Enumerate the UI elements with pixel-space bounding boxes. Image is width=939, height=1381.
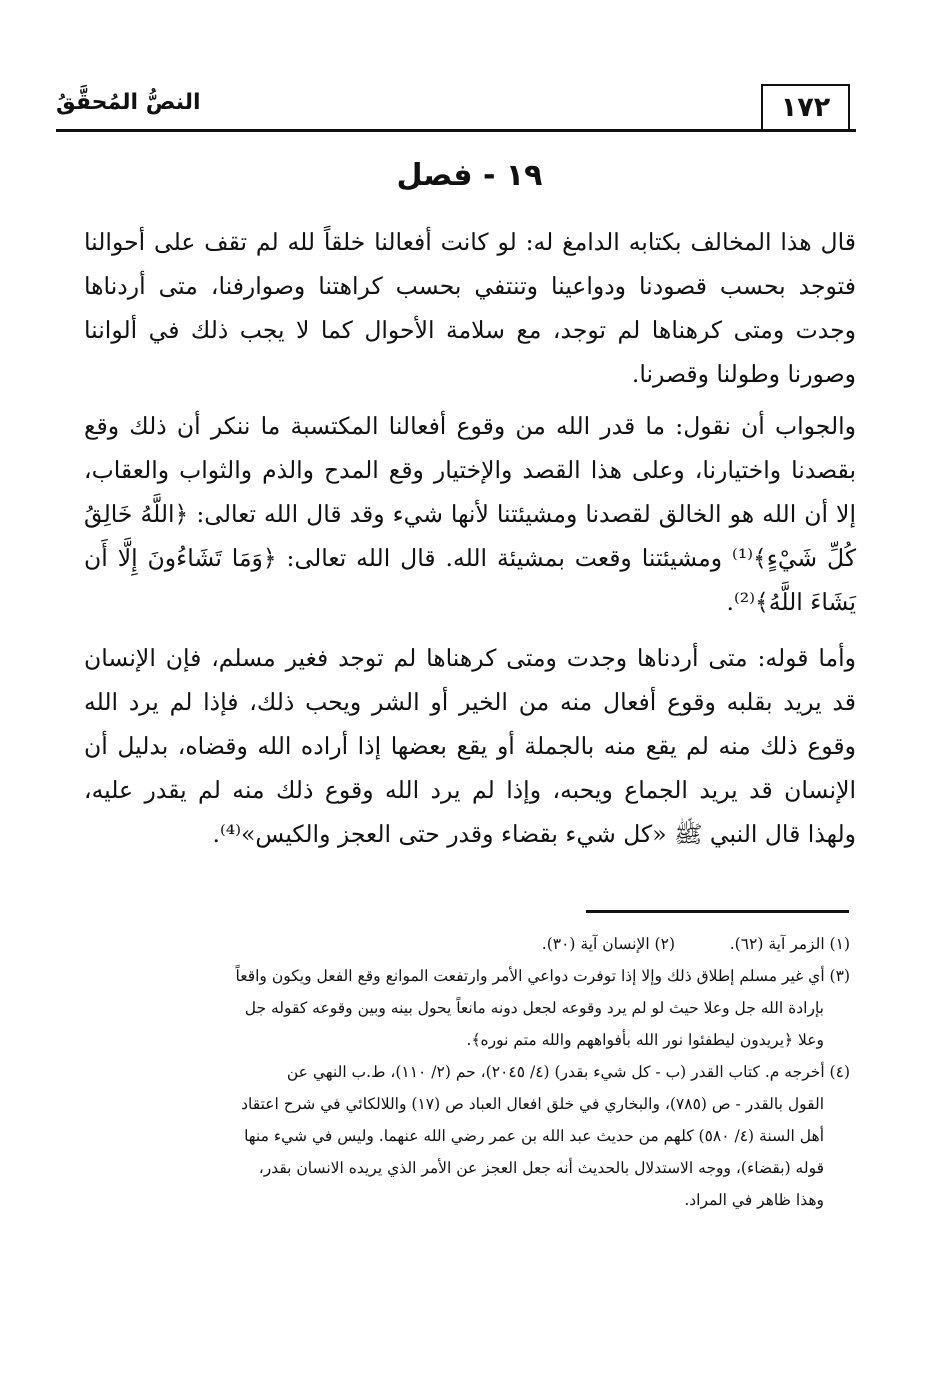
footnote-4-line: (٤) أخرجه م. كتاب القدر (ب - كل شيء بقدر) (٤/ ٢٠٤٥)، حم (٢/ ١١٠)، ط.ب النهي عن: [286, 1063, 850, 1081]
footnote-4-line: وهذا ظاهر في المراد.: [684, 1191, 824, 1209]
footnotes: [80, 928, 850, 1216]
footnote-rule: [586, 910, 849, 913]
footnote-row-1-2: [80, 928, 850, 960]
paragraph-answer: والجواب أن نقول: ما قدر الله من وقوع أفعالنا المكتسبة ما ننكر أن ذلك وقع بقصدنا واختيارنا، وعلى هذا القصد والإختيار وقع المدح والذم والثواب والعقاب، إلا أن الله هو الخالق لقصدنا ومشيئتنا لأنها شيء وقد قال الله تعالى: ﴿اللَّهُ خَالِقُ كُلِّ شَيْءٍ﴾⁽¹⁾ ومشيئتنا وقعت بمشيئة الله. قال الله تعالى: ﴿وَمَا تَشَاءُونَ إِلَّا أَن يَشَاءَ اللَّهُ﴾⁽²⁾.: [84, 412, 857, 616]
footnote-3-line: وعلا ﴿يريدون ليطفئوا نور الله بأفواههم والله متم نوره﴾.: [466, 1031, 824, 1049]
footnote-4-line: القول بالقدر - ص (٧٨٥)، والبخاري في خلق افعال العباد ص (١٧) واللالكائي في شرح اعتقاد: [241, 1095, 824, 1113]
footnote-1: (١) الزمر آية (٦٢).: [729, 935, 850, 953]
footnote-2: (٢) الإنسان آية (٣٠).: [541, 935, 675, 953]
footnote-4: [80, 1056, 850, 1216]
paragraph-rebuttal: وأما قوله: متى أردناها وجدت ومتى كرهناها لم توجد فغير مسلم، فإن الإنسان قد يريد بقلبه وقوع أفعال منه من الخير أو الشر ويحب ذلك، فإذا لم يرد الله وقوع ذلك منه لم يقع منه بالجملة أو يقع بعضها إذا أراده الله وقضاه، بدليل أن الإنسان قد يريد الجماع ويحبه، وإذا لم يرد الله وقوع ذلك منه لم يقدر عليه، ولهذا قال النبي ﷺ «كل شيء بقضاء وقدر حتى العجز والكيس»⁽⁴⁾.: [84, 644, 856, 848]
paragraph-objection: قال هذا المخالف بكتابه الدامغ له: لو كانت أفعالنا خلقاً لله لم تقف على أحوالنا فتوجد بحسب قصودنا ودواعينا وتنتفي بحسب كراهتنا وصوارفنا، متى أردناها وجدت ومتى كرهناها لم توجد، مع سلامة الأحوال كما لا يجب ذلك في ألواننا وصورنا وطولنا وقصرنا.: [84, 228, 856, 388]
footnote-3-line: (٣) أي غير مسلم إطلاق ذلك وإلا إذا توفرت دواعي الأمر وارتفعت الموانع وقع الفعل ويكون واقعاً: [235, 967, 850, 985]
running-title: النصُّ المُحقَّقُ: [56, 90, 201, 115]
page-header: [56, 84, 856, 132]
footnote-3: [80, 960, 850, 1056]
footnote-3-line: بإرادة الله جل وعلا حيث لو لم يرد وقوعه لجعل دونه مانعاً يحول بينه وبين وقوعه كقوله جل: [244, 999, 824, 1017]
footnote-4-line: قوله (بقضاء)، ووجه الاستدلال بالحديث أنه جعل العجز عن الأمر الذي يريده الانسان بقدر،: [258, 1159, 824, 1177]
section-title: ١٩ - فصل: [396, 158, 543, 193]
footnote-4-line: أهل السنة (٤/ ٥٨٠) كلهم من حديث عبد الله بن عمر رضي الله عنهما. وليس في شيء منها: [244, 1127, 824, 1145]
page-number: ١٧٢: [761, 84, 850, 130]
header-rule: [56, 129, 856, 132]
